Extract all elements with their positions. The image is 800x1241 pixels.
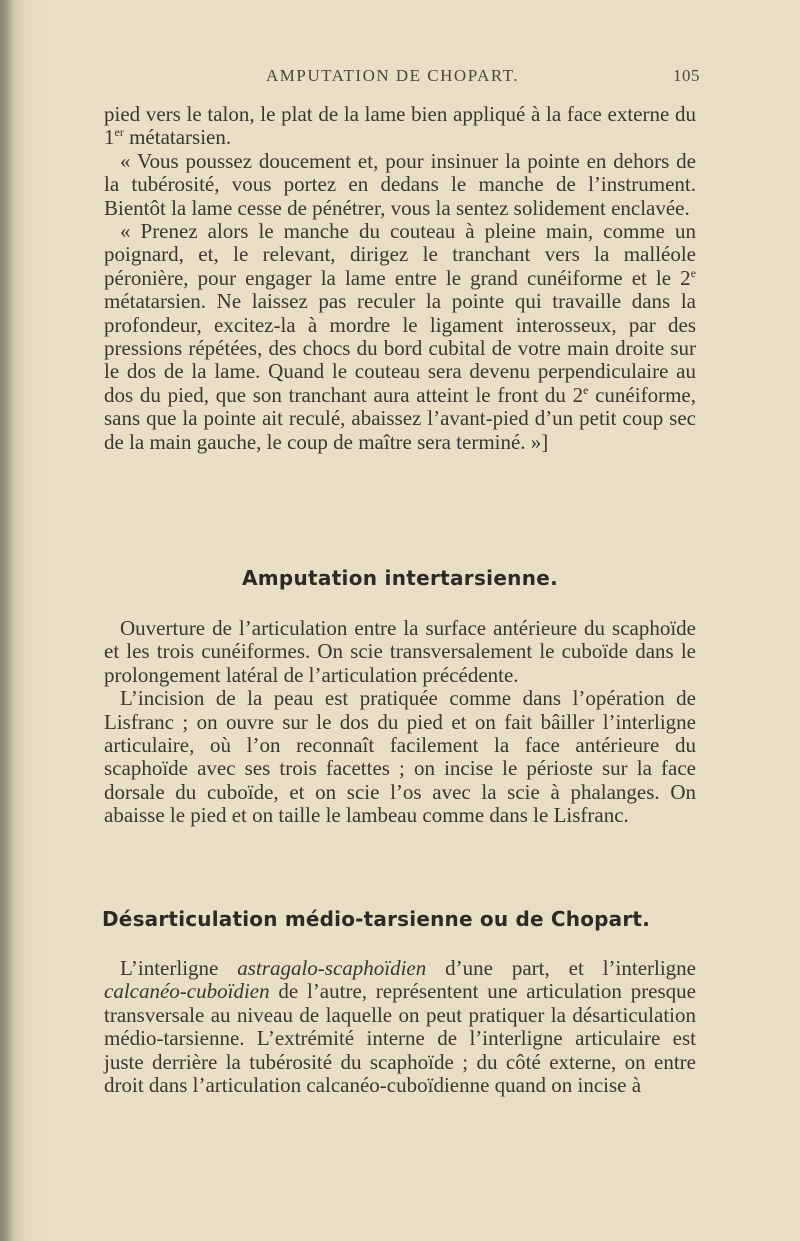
- text-run: cunéiforme, sans que la pointe ait reculé, abaissez l’avant-pied d’un petit coup sec de la main gauche, le coup de maître sera terminé. »]: [104, 382, 696, 454]
- text-run: L’incision de la peau est pratiquée comme dans l’opération de Lisfranc ; on ouvre sur le dos du pied et on fait bâiller l’interligne articulaire, où l’on reconnaît facilement la face antérieure du scaphoïde avec ses trois facettes ; on incise le périoste sur la face dorsale du cuboïde, et on scie l’os avec la scie à phalanges. On abaisse le pied et on taille le lambeau comme dans le Lisfranc.: [104, 686, 696, 828]
- italic-term: calcanéo-cuboïdien: [104, 979, 270, 1004]
- italic-term: astragalo-scaphoïdien: [237, 956, 427, 980]
- paragraph: [104, 103, 696, 150]
- binding-shadow: [0, 0, 14, 1241]
- section-heading-chopart: Désarticulation médio-tarsienne ou de Chopart.: [102, 907, 650, 931]
- text-run: d’une part, et l’interligne: [426, 956, 696, 980]
- section-lisfranc-continuation: [104, 103, 696, 454]
- section-intertarsienne: [104, 617, 696, 828]
- superscript: e: [690, 265, 696, 280]
- text-run: L’interligne: [120, 956, 238, 980]
- paragraph: [104, 617, 696, 687]
- page-number: 105: [673, 66, 700, 85]
- text-run: métatarsien. Ne laissez pas reculer la pointe qui travaille dans la profondeur, excitez-la à mordre le ligament interosseux, par des pressions répétées, des chocs du bord cubital de votre main droite sur le dos de la lame. Quand le couteau sera devenu perpendiculaire au dos du pied, que son tranchant aura atteint le front du 2: [104, 289, 696, 407]
- paragraph: [104, 150, 696, 220]
- running-head-title: AMPUTATION DE CHOPART.: [266, 66, 520, 85]
- section-chopart: [104, 957, 696, 1097]
- text-run: « Prenez alors le manche du couteau à pleine main, comme un poignard, et, le relevant, dirigez le tranchant vers la malléole péronière, pour engager la lame entre le grand cunéiforme et le 2: [104, 219, 696, 290]
- superscript: er: [114, 125, 124, 140]
- paragraph: [104, 687, 696, 827]
- text-run: métatarsien.: [123, 125, 232, 150]
- paragraph: [104, 220, 696, 454]
- text-run: pied vers le talon, le plat de la lame bien appliqué à la face externe du 1: [104, 102, 696, 150]
- superscript: e: [583, 382, 589, 397]
- text-run: de l’autre, représentent une articulation presque transversale au niveau de laquelle on peut pratiquer la désarticulation médio-tarsienne. L’extrémité interne de l’interligne articulaire est juste derrière la tubérosité du scaphoïde ; du côté externe, on entre droit dans l’articulation calcanéo-cuboïdienne quand on incise à: [104, 979, 696, 1098]
- paragraph: [104, 957, 696, 1097]
- text-run: Ouverture de l’articulation entre la surface antérieure du scaphoïde et les trois cunéiformes. On scie transversalement le cuboïde dans le prolongement latéral de l’articulation précédente.: [104, 616, 696, 687]
- section-heading-intertarsienne: Amputation intertarsienne.: [241, 566, 559, 590]
- text-run: « Vous poussez doucement et, pour insinuer la pointe en dehors de la tubérosité, vous portez en dedans le manche de l’instrument. Bientôt la lame cesse de pénétrer, vous la sentez solidement enclavée.: [104, 148, 696, 220]
